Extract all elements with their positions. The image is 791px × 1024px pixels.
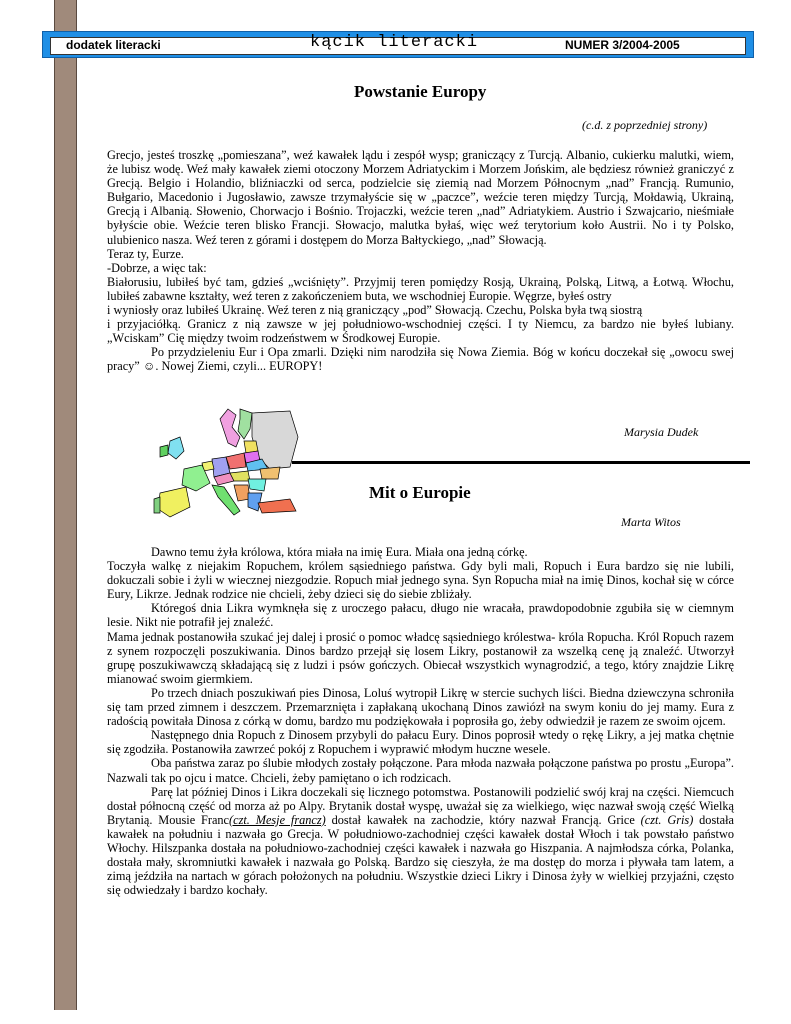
article1-paragraph: -Dobrze, a więc tak: [107, 260, 207, 275]
article2-paragraph: Po trzech dniach poszukiwań pies Dinosa, Loluś wytropił Likrę w stercie suchych liści. Biedna dziewczyna schroniła się tam przed zimnem i deszczem. Przemarznięta i zapłakaną ukochaną Dinos zawiózł na swym koniu do jej mamy. Eura z radością powitała Dinosa z córką w domu, bardzo mu podziękowała i poprosiła go, żeby odwiedził je razem ze swoim ojcem. [107, 685, 734, 729]
article2-paragraph: Któregoś dnia Likra wymknęła się z uroczego pałacu, długo nie wracała, prawdopodobnie zgubiła się w ciemnym lesie. Nikt nie potrafił jej znaleźć. [107, 601, 734, 630]
page-sidebar-bar [54, 0, 77, 1010]
header-issue-number: NUMER 3/2004-2005 [565, 38, 680, 52]
header-center-label: kącik literacki [310, 33, 479, 52]
article1-closing: Po przydzieleniu Eur i Opa zmarli. Dzięki nim narodziła się Nowa Ziemia. Bóg w końcu doczekał się „owocu swej pracy” ☺. Nowej Ziemi, czyli... EUROPY! [107, 345, 734, 374]
article2-paragraph [107, 785, 734, 898]
article2-author: Marta Witos [621, 515, 681, 529]
article2-paragraph: Następnego dnia Ropuch z Dinosem przybyli do pałacu Eury. Dinos poprosił wtedy o rękę Likry, a jej matka chętnie się zgodziła. Postanowiła zawrzeć pokój z Ropuchem i wyprawić młodym huczne wesele. [107, 728, 734, 757]
article2-body [107, 545, 734, 897]
pronunciation-note: (czt. Gris) [640, 812, 694, 827]
text-run: dostała kawałek na południu i nazwała go Grecja. W południowo-zachodniej części kawałek dostał Włoch i tak powstało państwo Włochy. Hilszpanka dostała na południowo-zachodniej części kawałek i nazwała go Hiszpania. A najmłodsza córka, Polanka, dostała mały, skromniutki kawałek i nazwała go Polską. Bardzo się cieszyła, że ma dostęp do morza i pływała tam latem, a zimą jeździła na nartach w górach położonych na południu. Wszystkie dzieci Likry i Dinosa żyły w wielkiej przyjaźni, często się odwiedzały i bardzo kochały. [107, 812, 734, 898]
europe-map-image [140, 407, 300, 537]
article1-paragraph: Białorusiu, lubiłeś być tam, gdzieś „wciśnięty”. Przyjmij teren pomiędzy Rosją, Ukrainą, Polską, Litwą, a Łotwą. Włochu, lubiłeś zabawne kształty, weź teren z zakończeniem buta, we wschodniej Europie. Węgrze, byłeś ostry [107, 274, 734, 303]
article2-paragraph: Oba państwa zaraz po ślubie młodych zostały połączone. Para młoda nazwała połączone państwa po prostu „Europa”. Nazwali tak po ojcu i matce. Chcieli, żeby pamiętano o ich rodzicach. [107, 756, 734, 785]
article1-body [107, 148, 734, 374]
article1-paragraph: Grecjo, jesteś troszkę „pomieszana”, weź kawałek lądu i zespół wysp; graniczący z Turcją. Albanio, cukierku malutki, wiem, że lubisz wodę. Weź mały kawałek ziemi otoczony Morzem Adriatyckim i Morzem Jońskim, ale będziesz również graniczyć z Grecją. Belgio i Holandio, bliźniaczki od serca, podzielcie się ziemią nad Morzem Północnym „nad” Francją. Rumunio, Bułgario, Macedonio i Jugosławio, zawsze trzymałyście się w „paczce”, weźcie teren między Turcją, Mołdawią, Ukrainą, Grecją i Albanią. Słowenio, Chorwacjo i Bośnio. Trojaczki, weźcie teren „nad” Adriatykiem. Austrio i Szwajcario, nieśmiałe byłyście obie. Weźcie teren blisko Francji. Słowacjo, malutka byłaś, więc weź terytorium koło Austrii. No i ty Polsko, ulubienico nasza. Weź teren z górami i dostępem do Morza Bałtyckiego, „nad” Słowacją. [107, 148, 734, 247]
article2-paragraph: Dawno temu żyła królowa, która miała na imię Eura. Miała ona jedną córkę. [151, 545, 528, 559]
article1-title: Powstanie Europy [354, 82, 487, 101]
article1-paragraph: i przyjaciółką. Granicz z nią zawsze w jej południowo-wschodniej części. I ty Niemcu, za bardzo nie byłeś lubiany. „Wciskam” Cię między twoim rodzeństwem w Środkowej Europie. [107, 317, 734, 346]
text-run: Parę lat później Dinos i Likra doczekali się licznego potomstwa. Postanowili podzielić swój kraj na części. Niemcuch dostał północną część od morza aż po Alpy. Brytanik dostał wyspę, uważał się za wielkiego, więc nazwał swoją część Wielką Brytanią. Mousie Franc [107, 784, 734, 827]
continued-note: (c.d. z poprzedniej strony) [582, 118, 708, 132]
pronunciation-note: (czt. Mesje francz) [229, 812, 326, 827]
article2-title: Mit o Europie [369, 483, 471, 502]
article1-paragraph: i wyniosły oraz lubiłeś Ukrainę. Weź teren z nią graniczący „pod” Słowacją. Czechu, Polska była twą siostrą [107, 303, 643, 318]
article2-paragraph: Toczyła walkę z niejakim Ropuchem, królem sąsiedniego państwa. Gdy byli mali, Ropuch i Eura bardzo się nie lubili, dokuczali sobie i żyli w wiecznej niezgodzie. Ropuch miał jednego syna. Syn Ropucha miał na imię Dinos, kochał się w córce Eury, Likrze. Jednak rodzice nie chcieli, żeby dzieci się do siebie zbliżały. [107, 559, 734, 602]
header-left-label: dodatek literacki [66, 38, 161, 52]
section-divider [292, 461, 750, 464]
article1-paragraph: Teraz ty, Eurze. [107, 246, 184, 261]
article1-author: Marysia Dudek [624, 425, 699, 439]
text-run: dostał kawałek na zachodzie, który nazwał Francją. Grice [325, 812, 641, 827]
article2-paragraph: Mama jednak postanowiła szukać jej dalej i prosić o pomoc władcę sąsiedniego królestwa- króla Ropucha. Król Ropuch razem z synem rozpoczęli poszukiwania. Dinos bardzo przejął się losem Likry, postanowił za wszelką cenę ją znaleźć. Utworzył grupę poszukiwawczą składającą się z ludzi i psów gończych. Obiecał wszystkich wynagrodzić, a tego, który znajdzie Likrę mianować swoim giermkiem. [107, 629, 734, 686]
